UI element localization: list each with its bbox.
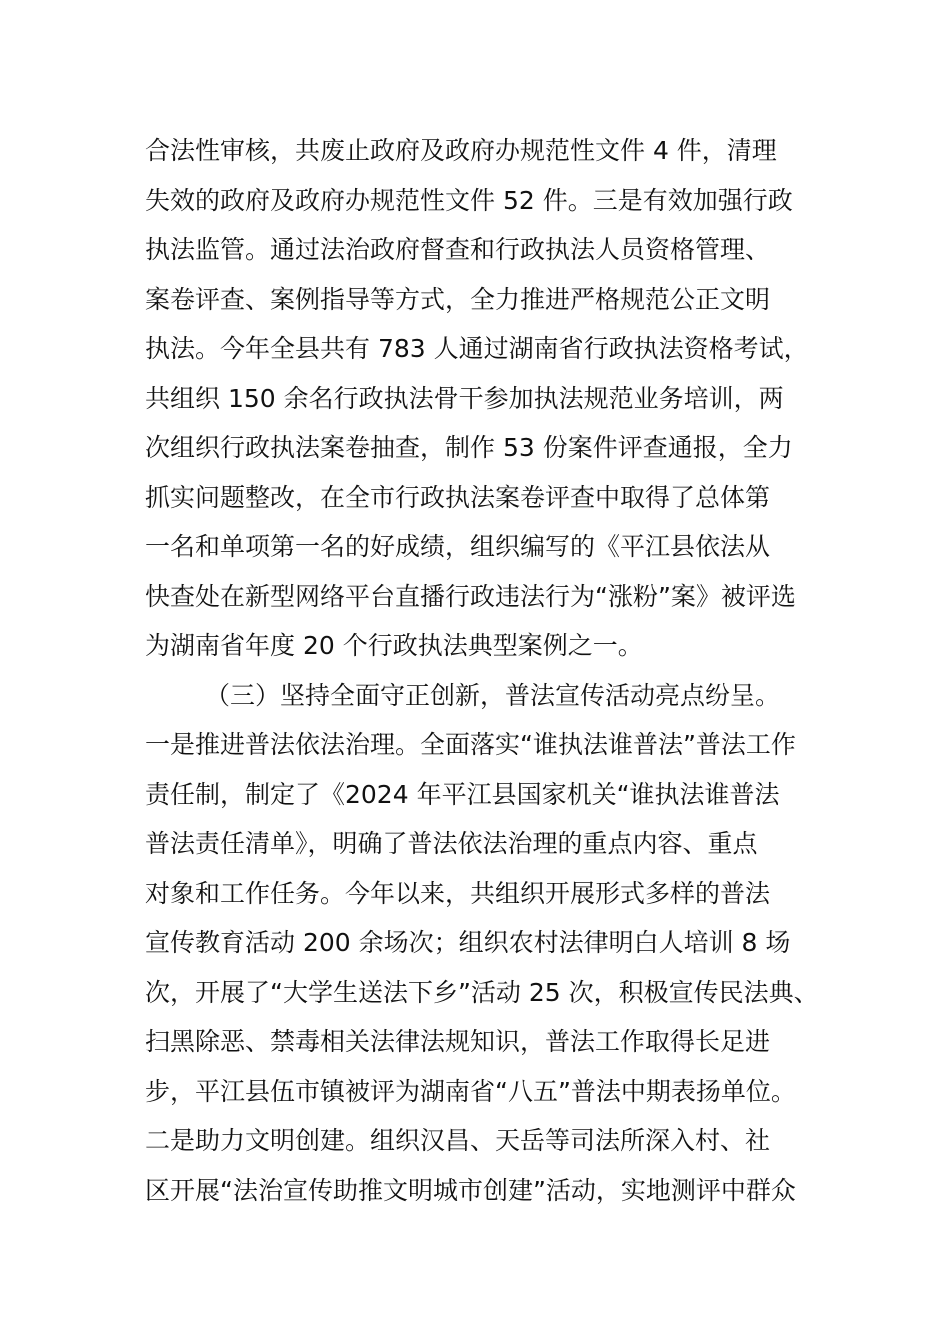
text-line: 一是推进普法依法治理。全面落实“谁执法谁普法”普法工作 xyxy=(145,730,796,759)
text-line: 执法监管。通过法治政府督查和行政执法人员资格管理、 xyxy=(145,235,771,264)
text-line: 失效的政府及政府办规范性文件 52 件。三是有效加强行政 xyxy=(145,185,793,215)
text-line: 次，开展了“大学生送法下乡”活动 25 次，积极宣传民法典、 xyxy=(145,977,819,1007)
text-line: 二是助力文明创建。组织汉昌、天岳等司法所深入村、社 xyxy=(145,1126,771,1155)
text-line: 合法性审核，共废止政府及政府办规范性文件 4 件，清理 xyxy=(145,136,777,165)
text-line: 区开展“法治宣传助推文明城市创建”活动，实地测评中群众 xyxy=(145,1175,796,1205)
text-line: 对象和工作任务。今年以来，共组织开展形式多样的普法 xyxy=(145,878,771,908)
section-heading: （三）坚持全面守正创新，普法宣传活动亮点纷呈。 xyxy=(205,680,781,710)
text-line: 扫黑除恶、禁毒相关法律法规知识，普法工作取得长足进 xyxy=(145,1027,771,1056)
text-line: 抓实问题整改，在全市行政执法案卷评查中取得了总体第 xyxy=(145,482,771,512)
text-line: 为湖南省年度 20 个行政执法典型案例之一。 xyxy=(145,631,643,660)
text-line: 执法。今年全县共有 783 人通过湖南省行政执法资格考试， xyxy=(145,334,809,363)
text-line: 快查处在新型网络平台直播行政违法行为“涨粉”案》被评选 xyxy=(145,581,796,611)
text-line: 共组织 150 余名行政执法骨干参加执法规范业务培训，两 xyxy=(145,383,784,413)
text-line: 责任制，制定了《2024 年平江县国家机关“谁执法谁普法 xyxy=(145,779,780,809)
text-line: 宣传教育活动 200 余场次；组织农村法律明白人培训 8 场 xyxy=(145,928,791,957)
text-line: 一名和单项第一名的好成绩，组织编写的《平江县依法从 xyxy=(145,532,771,561)
text-line: 步，平江县伍市镇被评为湖南省“八五”普法中期表扬单位。 xyxy=(145,1076,796,1106)
body-text xyxy=(145,126,845,1215)
text-line: 案卷评查、案例指导等方式，全力推进严格规范公正文明 xyxy=(145,284,771,314)
text-line: 普法责任清单》，明确了普法依法治理的重点内容、重点 xyxy=(145,829,758,858)
text-line: 次组织行政执法案卷抽查，制作 53 份案件评查通报，全力 xyxy=(145,433,793,462)
